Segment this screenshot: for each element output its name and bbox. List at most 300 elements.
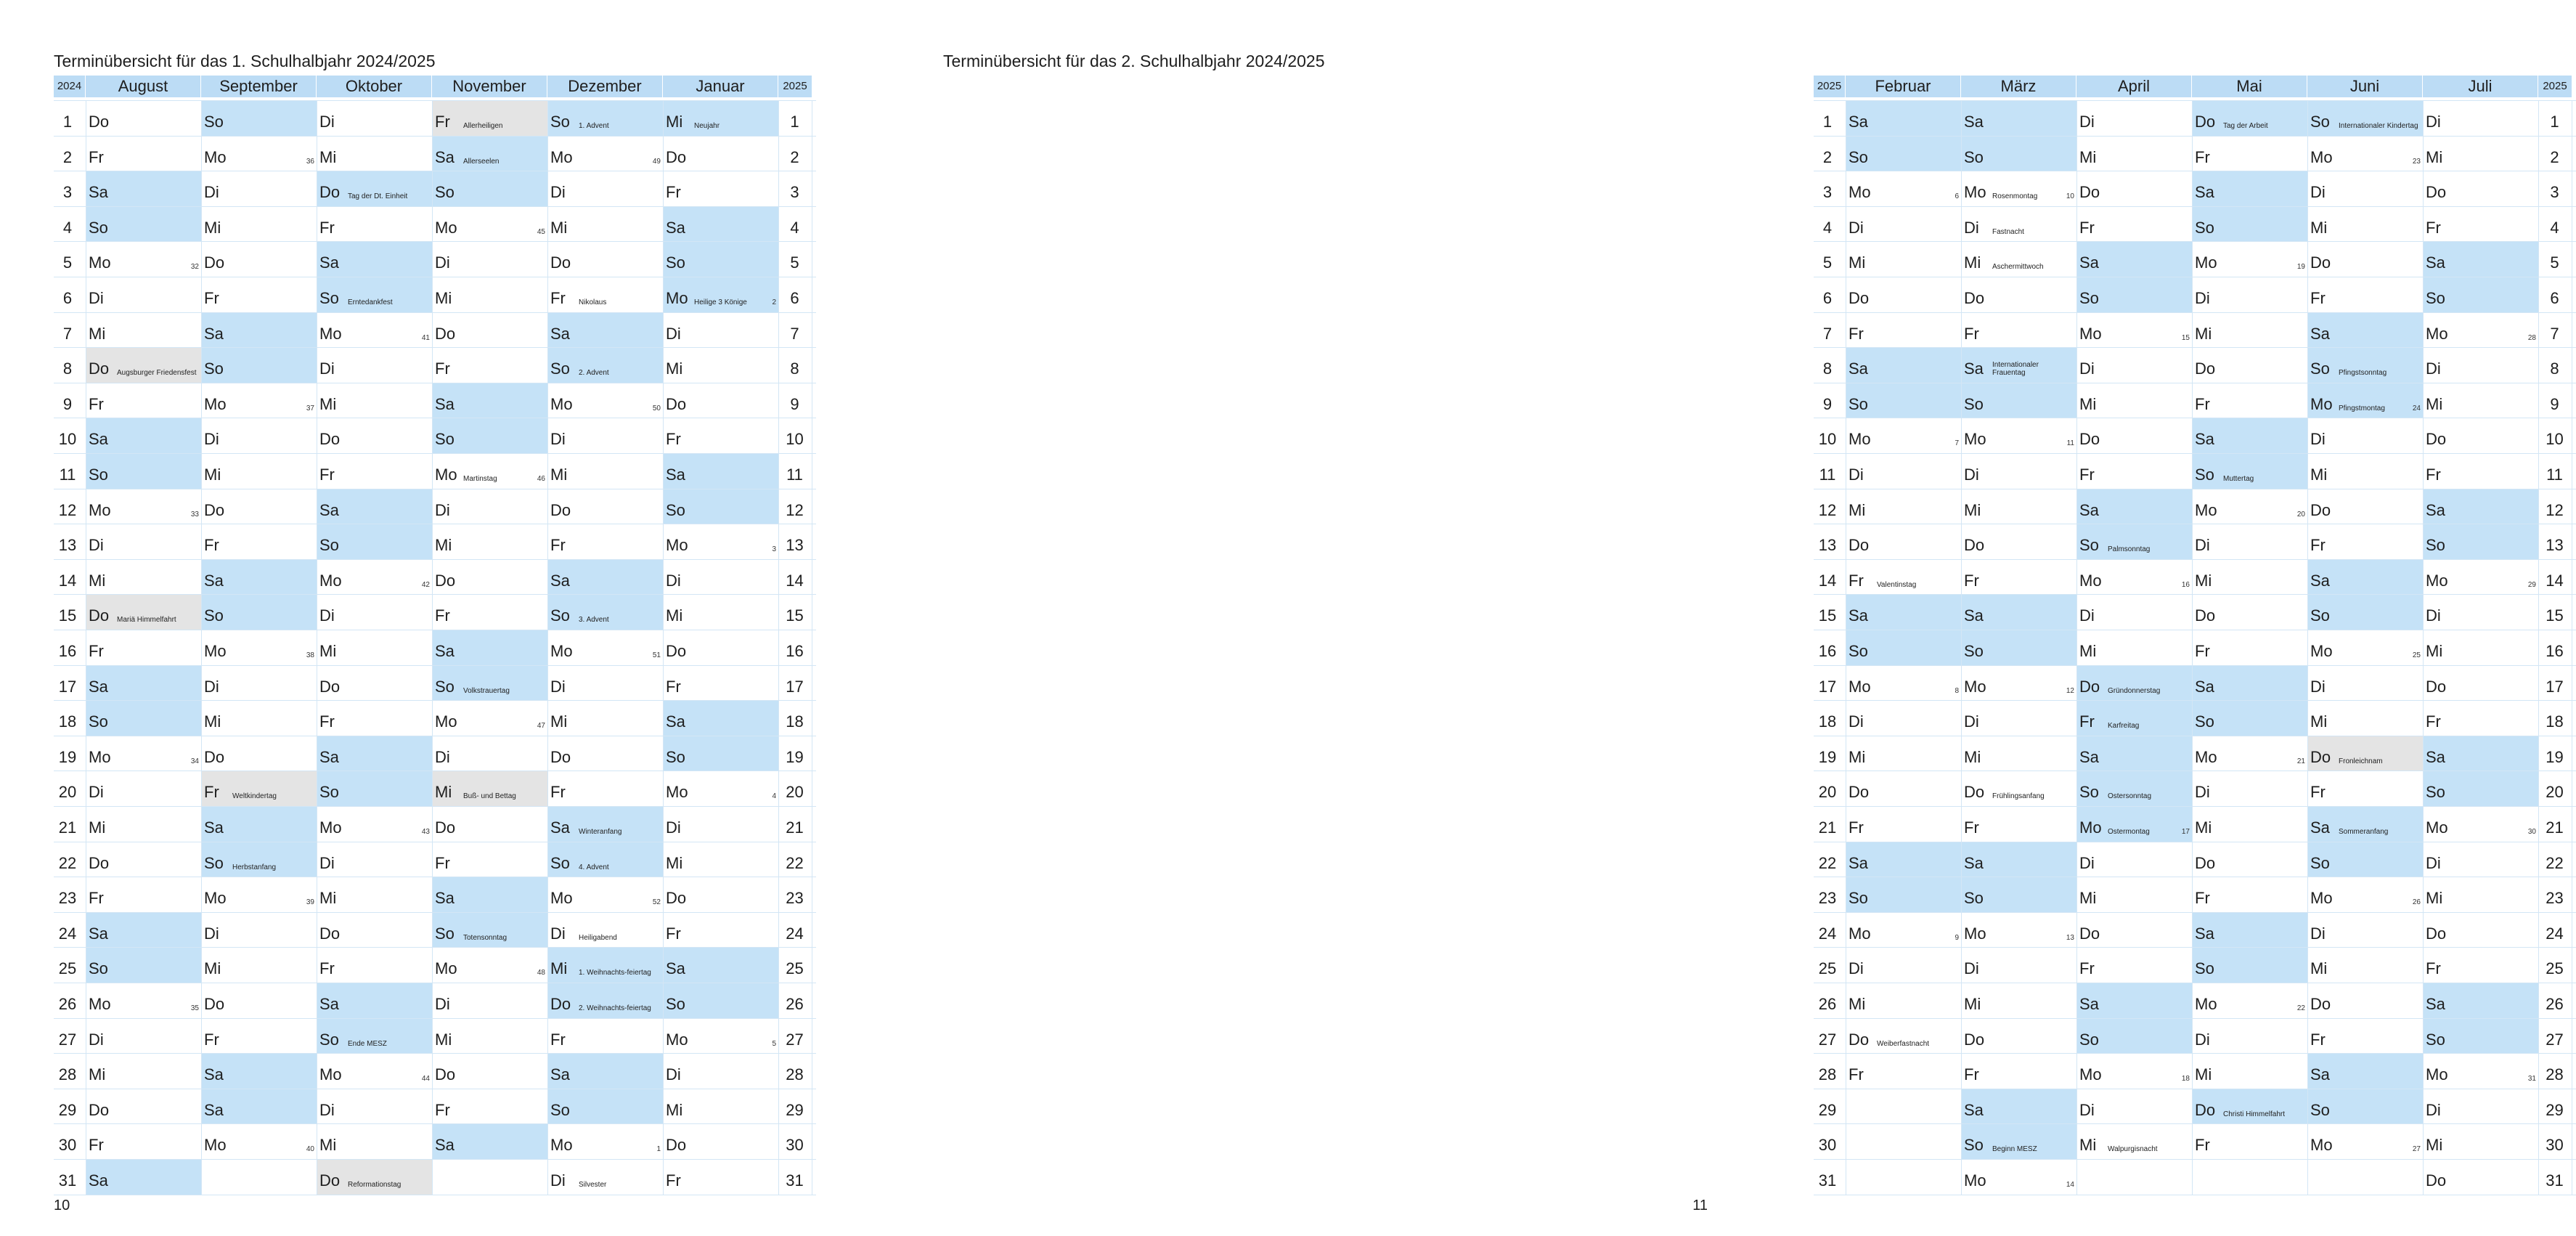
day-cell[interactable] <box>2076 1124 2192 1159</box>
day-cell[interactable] <box>317 736 432 771</box>
day-cell[interactable] <box>2192 701 2307 736</box>
day-cell[interactable] <box>86 913 201 948</box>
day-cell[interactable] <box>1961 101 2076 136</box>
day-cell[interactable] <box>201 313 317 348</box>
day-cell[interactable] <box>86 595 201 630</box>
day-cell[interactable] <box>2076 454 2192 489</box>
day-cell[interactable] <box>2192 1019 2307 1054</box>
day-cell[interactable] <box>432 595 547 630</box>
day-cell[interactable] <box>201 242 317 277</box>
day-cell[interactable] <box>2307 489 2423 524</box>
day-cell[interactable] <box>86 418 201 453</box>
day-cell[interactable] <box>663 348 778 383</box>
day-cell[interactable] <box>2192 666 2307 701</box>
day-cell[interactable] <box>1961 418 2076 453</box>
day-cell[interactable] <box>2192 842 2307 877</box>
day-cell[interactable] <box>1961 207 2076 242</box>
day-cell[interactable] <box>2192 736 2307 771</box>
day-cell[interactable] <box>663 630 778 665</box>
day-cell[interactable] <box>2423 771 2538 806</box>
day-cell[interactable] <box>317 207 432 242</box>
day-cell[interactable] <box>201 1054 317 1089</box>
day-cell[interactable] <box>1961 1160 2076 1195</box>
day-cell[interactable] <box>201 524 317 559</box>
day-cell[interactable] <box>201 1160 317 1195</box>
day-cell[interactable] <box>547 807 663 842</box>
day-cell[interactable] <box>2423 913 2538 948</box>
day-cell[interactable] <box>547 1019 663 1054</box>
day-cell[interactable] <box>2423 948 2538 983</box>
day-cell[interactable] <box>2423 207 2538 242</box>
day-cell[interactable] <box>86 1089 201 1124</box>
day-cell[interactable] <box>663 454 778 489</box>
day-cell[interactable] <box>663 736 778 771</box>
day-cell[interactable] <box>201 807 317 842</box>
day-cell[interactable] <box>2307 101 2423 136</box>
day-cell[interactable] <box>1846 877 1961 912</box>
day-cell[interactable] <box>2192 560 2307 595</box>
day-cell[interactable] <box>547 171 663 206</box>
day-cell[interactable] <box>663 277 778 312</box>
day-cell[interactable] <box>86 242 201 277</box>
day-cell[interactable] <box>663 1019 778 1054</box>
day-cell[interactable] <box>317 1019 432 1054</box>
day-cell[interactable] <box>201 595 317 630</box>
day-cell[interactable] <box>1961 1019 2076 1054</box>
day-cell[interactable] <box>432 313 547 348</box>
day-cell[interactable] <box>2423 313 2538 348</box>
day-cell[interactable] <box>663 489 778 524</box>
day-cell[interactable] <box>2076 595 2192 630</box>
day-cell[interactable] <box>663 842 778 877</box>
day-cell[interactable] <box>201 842 317 877</box>
day-cell[interactable] <box>317 137 432 171</box>
day-cell[interactable] <box>2307 701 2423 736</box>
day-cell[interactable] <box>663 913 778 948</box>
day-cell[interactable] <box>2423 630 2538 665</box>
day-cell[interactable] <box>2192 1089 2307 1124</box>
day-cell[interactable] <box>663 983 778 1018</box>
day-cell[interactable] <box>2192 171 2307 206</box>
day-cell[interactable] <box>547 666 663 701</box>
day-cell[interactable] <box>2192 348 2307 383</box>
day-cell[interactable] <box>2192 101 2307 136</box>
day-cell[interactable] <box>547 1089 663 1124</box>
day-cell[interactable] <box>547 1124 663 1159</box>
day-cell[interactable] <box>201 1019 317 1054</box>
day-cell[interactable] <box>317 630 432 665</box>
day-cell[interactable] <box>547 489 663 524</box>
day-cell[interactable] <box>547 348 663 383</box>
day-cell[interactable] <box>1846 242 1961 277</box>
day-cell[interactable] <box>432 348 547 383</box>
day-cell[interactable] <box>1846 595 1961 630</box>
day-cell[interactable] <box>2307 454 2423 489</box>
day-cell[interactable] <box>2423 1160 2538 1195</box>
day-cell[interactable] <box>2307 171 2423 206</box>
day-cell[interactable] <box>86 877 201 912</box>
day-cell[interactable] <box>2076 771 2192 806</box>
day-cell[interactable] <box>547 877 663 912</box>
day-cell[interactable] <box>86 137 201 171</box>
day-cell[interactable] <box>2192 948 2307 983</box>
day-cell[interactable] <box>1961 595 2076 630</box>
day-cell[interactable] <box>201 666 317 701</box>
day-cell[interactable] <box>663 1124 778 1159</box>
day-cell[interactable] <box>2423 1054 2538 1089</box>
day-cell[interactable] <box>547 242 663 277</box>
day-cell[interactable] <box>1846 348 1961 383</box>
day-cell[interactable] <box>2076 1019 2192 1054</box>
day-cell[interactable] <box>2307 1124 2423 1159</box>
day-cell[interactable] <box>201 913 317 948</box>
day-cell[interactable] <box>432 277 547 312</box>
day-cell[interactable] <box>317 418 432 453</box>
day-cell[interactable] <box>2192 595 2307 630</box>
day-cell[interactable] <box>86 277 201 312</box>
day-cell[interactable] <box>317 983 432 1018</box>
day-cell[interactable] <box>2307 418 2423 453</box>
day-cell[interactable] <box>2423 595 2538 630</box>
day-cell[interactable] <box>1846 913 1961 948</box>
day-cell[interactable] <box>2076 877 2192 912</box>
day-cell[interactable] <box>2423 383 2538 418</box>
day-cell[interactable] <box>2076 277 2192 312</box>
day-cell[interactable] <box>2307 630 2423 665</box>
day-cell[interactable] <box>86 630 201 665</box>
day-cell[interactable] <box>547 630 663 665</box>
day-cell[interactable] <box>2423 666 2538 701</box>
day-cell[interactable] <box>317 595 432 630</box>
day-cell[interactable] <box>201 489 317 524</box>
day-cell[interactable] <box>2192 313 2307 348</box>
day-cell[interactable] <box>201 630 317 665</box>
day-cell[interactable] <box>201 983 317 1018</box>
day-cell[interactable] <box>1846 948 1961 983</box>
day-cell[interactable] <box>2076 842 2192 877</box>
day-cell[interactable] <box>547 1160 663 1195</box>
day-cell[interactable] <box>317 807 432 842</box>
day-cell[interactable] <box>2307 277 2423 312</box>
day-cell[interactable] <box>547 842 663 877</box>
day-cell[interactable] <box>201 101 317 136</box>
day-cell[interactable] <box>1961 171 2076 206</box>
day-cell[interactable] <box>432 1054 547 1089</box>
day-cell[interactable] <box>2076 948 2192 983</box>
day-cell[interactable] <box>2307 666 2423 701</box>
day-cell[interactable] <box>2307 560 2423 595</box>
day-cell[interactable] <box>317 701 432 736</box>
day-cell[interactable] <box>2192 137 2307 171</box>
day-cell[interactable] <box>2076 418 2192 453</box>
day-cell[interactable] <box>1846 1019 1961 1054</box>
day-cell[interactable] <box>2076 207 2192 242</box>
day-cell[interactable] <box>86 454 201 489</box>
day-cell[interactable] <box>201 348 317 383</box>
day-cell[interactable] <box>1961 948 2076 983</box>
day-cell[interactable] <box>2192 630 2307 665</box>
day-cell[interactable] <box>2423 983 2538 1018</box>
day-cell[interactable] <box>2307 842 2423 877</box>
day-cell[interactable] <box>1846 1160 1961 1195</box>
day-cell[interactable] <box>86 313 201 348</box>
day-cell[interactable] <box>663 1054 778 1089</box>
day-cell[interactable] <box>432 736 547 771</box>
day-cell[interactable] <box>2192 454 2307 489</box>
day-cell[interactable] <box>663 877 778 912</box>
day-cell[interactable] <box>432 524 547 559</box>
day-cell[interactable] <box>432 701 547 736</box>
day-cell[interactable] <box>2423 171 2538 206</box>
day-cell[interactable] <box>1961 736 2076 771</box>
day-cell[interactable] <box>1961 489 2076 524</box>
day-cell[interactable] <box>2423 524 2538 559</box>
day-cell[interactable] <box>201 383 317 418</box>
day-cell[interactable] <box>2076 313 2192 348</box>
day-cell[interactable] <box>547 277 663 312</box>
day-cell[interactable] <box>2307 348 2423 383</box>
day-cell[interactable] <box>1961 807 2076 842</box>
day-cell[interactable] <box>2307 1089 2423 1124</box>
day-cell[interactable] <box>2423 1124 2538 1159</box>
day-cell[interactable] <box>317 101 432 136</box>
day-cell[interactable] <box>432 383 547 418</box>
day-cell[interactable] <box>317 666 432 701</box>
day-cell[interactable] <box>2192 1054 2307 1089</box>
day-cell[interactable] <box>547 137 663 171</box>
day-cell[interactable] <box>2192 807 2307 842</box>
day-cell[interactable] <box>2423 877 2538 912</box>
day-cell[interactable] <box>2192 1160 2307 1195</box>
day-cell[interactable] <box>547 418 663 453</box>
day-cell[interactable] <box>2423 348 2538 383</box>
day-cell[interactable] <box>432 807 547 842</box>
day-cell[interactable] <box>201 1124 317 1159</box>
day-cell[interactable] <box>1846 1124 1961 1159</box>
day-cell[interactable] <box>86 771 201 806</box>
day-cell[interactable] <box>1961 242 2076 277</box>
day-cell[interactable] <box>1846 736 1961 771</box>
day-cell[interactable] <box>2307 524 2423 559</box>
day-cell[interactable] <box>2076 242 2192 277</box>
day-cell[interactable] <box>432 666 547 701</box>
day-cell[interactable] <box>2192 277 2307 312</box>
day-cell[interactable] <box>1846 137 1961 171</box>
day-cell[interactable] <box>432 454 547 489</box>
day-cell[interactable] <box>86 842 201 877</box>
day-cell[interactable] <box>1846 524 1961 559</box>
day-cell[interactable] <box>86 560 201 595</box>
day-cell[interactable] <box>2423 242 2538 277</box>
day-cell[interactable] <box>2423 489 2538 524</box>
day-cell[interactable] <box>2192 207 2307 242</box>
day-cell[interactable] <box>1961 454 2076 489</box>
day-cell[interactable] <box>2076 171 2192 206</box>
day-cell[interactable] <box>1846 630 1961 665</box>
day-cell[interactable] <box>1961 313 2076 348</box>
day-cell[interactable] <box>2307 242 2423 277</box>
day-cell[interactable] <box>1961 277 2076 312</box>
day-cell[interactable] <box>1961 524 2076 559</box>
day-cell[interactable] <box>663 242 778 277</box>
day-cell[interactable] <box>1961 701 2076 736</box>
day-cell[interactable] <box>2423 807 2538 842</box>
day-cell[interactable] <box>2192 383 2307 418</box>
day-cell[interactable] <box>86 736 201 771</box>
day-cell[interactable] <box>2307 313 2423 348</box>
day-cell[interactable] <box>432 877 547 912</box>
day-cell[interactable] <box>2423 560 2538 595</box>
day-cell[interactable] <box>432 1019 547 1054</box>
day-cell[interactable] <box>201 1089 317 1124</box>
day-cell[interactable] <box>2307 948 2423 983</box>
day-cell[interactable] <box>1846 489 1961 524</box>
day-cell[interactable] <box>317 277 432 312</box>
day-cell[interactable] <box>201 207 317 242</box>
day-cell[interactable] <box>201 701 317 736</box>
day-cell[interactable] <box>2076 1089 2192 1124</box>
day-cell[interactable] <box>547 524 663 559</box>
day-cell[interactable] <box>201 277 317 312</box>
day-cell[interactable] <box>1961 842 2076 877</box>
day-cell[interactable] <box>2307 207 2423 242</box>
day-cell[interactable] <box>317 454 432 489</box>
day-cell[interactable] <box>2192 983 2307 1018</box>
day-cell[interactable] <box>86 348 201 383</box>
day-cell[interactable] <box>317 348 432 383</box>
day-cell[interactable] <box>547 101 663 136</box>
day-cell[interactable] <box>1846 807 1961 842</box>
day-cell[interactable] <box>1961 137 2076 171</box>
day-cell[interactable] <box>547 560 663 595</box>
day-cell[interactable] <box>2076 101 2192 136</box>
day-cell[interactable] <box>201 137 317 171</box>
day-cell[interactable] <box>317 242 432 277</box>
day-cell[interactable] <box>663 418 778 453</box>
day-cell[interactable] <box>2192 771 2307 806</box>
day-cell[interactable] <box>317 877 432 912</box>
day-cell[interactable] <box>2076 137 2192 171</box>
day-cell[interactable] <box>547 771 663 806</box>
day-cell[interactable] <box>86 807 201 842</box>
day-cell[interactable] <box>663 807 778 842</box>
day-cell[interactable] <box>1961 1124 2076 1159</box>
day-cell[interactable] <box>2076 913 2192 948</box>
day-cell[interactable] <box>2307 1054 2423 1089</box>
day-cell[interactable] <box>2423 736 2538 771</box>
day-cell[interactable] <box>86 1019 201 1054</box>
day-cell[interactable] <box>2076 1160 2192 1195</box>
day-cell[interactable] <box>1846 101 1961 136</box>
day-cell[interactable] <box>317 560 432 595</box>
day-cell[interactable] <box>86 666 201 701</box>
day-cell[interactable] <box>2192 913 2307 948</box>
day-cell[interactable] <box>86 383 201 418</box>
day-cell[interactable] <box>432 630 547 665</box>
day-cell[interactable] <box>1846 983 1961 1018</box>
day-cell[interactable] <box>86 171 201 206</box>
day-cell[interactable] <box>2192 242 2307 277</box>
day-cell[interactable] <box>547 948 663 983</box>
day-cell[interactable] <box>317 313 432 348</box>
day-cell[interactable] <box>2307 807 2423 842</box>
day-cell[interactable] <box>86 983 201 1018</box>
day-cell[interactable] <box>1961 877 2076 912</box>
day-cell[interactable] <box>317 1160 432 1195</box>
day-cell[interactable] <box>663 137 778 171</box>
day-cell[interactable] <box>432 207 547 242</box>
day-cell[interactable] <box>1846 771 1961 806</box>
day-cell[interactable] <box>2192 418 2307 453</box>
day-cell[interactable] <box>86 1124 201 1159</box>
day-cell[interactable] <box>663 560 778 595</box>
day-cell[interactable] <box>663 313 778 348</box>
day-cell[interactable] <box>2076 736 2192 771</box>
day-cell[interactable] <box>663 771 778 806</box>
day-cell[interactable] <box>547 313 663 348</box>
day-cell[interactable] <box>547 595 663 630</box>
day-cell[interactable] <box>201 560 317 595</box>
day-cell[interactable] <box>86 948 201 983</box>
day-cell[interactable] <box>86 489 201 524</box>
day-cell[interactable] <box>1961 983 2076 1018</box>
day-cell[interactable] <box>2307 913 2423 948</box>
day-cell[interactable] <box>547 736 663 771</box>
day-cell[interactable] <box>2423 454 2538 489</box>
day-cell[interactable] <box>317 1054 432 1089</box>
day-cell[interactable] <box>317 171 432 206</box>
day-cell[interactable] <box>86 1160 201 1195</box>
day-cell[interactable] <box>663 383 778 418</box>
day-cell[interactable] <box>432 489 547 524</box>
day-cell[interactable] <box>547 913 663 948</box>
day-cell[interactable] <box>547 454 663 489</box>
day-cell[interactable] <box>317 913 432 948</box>
day-cell[interactable] <box>2076 666 2192 701</box>
day-cell[interactable] <box>1961 913 2076 948</box>
day-cell[interactable] <box>2076 348 2192 383</box>
day-cell[interactable] <box>1961 560 2076 595</box>
day-cell[interactable] <box>1961 666 2076 701</box>
day-cell[interactable] <box>432 842 547 877</box>
day-cell[interactable] <box>1846 207 1961 242</box>
day-cell[interactable] <box>432 101 547 136</box>
day-cell[interactable] <box>86 101 201 136</box>
day-cell[interactable] <box>1961 348 2076 383</box>
day-cell[interactable] <box>663 1089 778 1124</box>
day-cell[interactable] <box>201 948 317 983</box>
day-cell[interactable] <box>432 913 547 948</box>
day-cell[interactable] <box>2307 1160 2423 1195</box>
day-cell[interactable] <box>547 383 663 418</box>
day-cell[interactable] <box>201 418 317 453</box>
day-cell[interactable] <box>2423 1089 2538 1124</box>
day-cell[interactable] <box>2423 277 2538 312</box>
day-cell[interactable] <box>1846 666 1961 701</box>
day-cell[interactable] <box>2076 630 2192 665</box>
day-cell[interactable] <box>201 736 317 771</box>
day-cell[interactable] <box>2307 771 2423 806</box>
day-cell[interactable] <box>2307 137 2423 171</box>
day-cell[interactable] <box>2192 1124 2307 1159</box>
day-cell[interactable] <box>432 771 547 806</box>
day-cell[interactable] <box>201 171 317 206</box>
day-cell[interactable] <box>1961 1089 2076 1124</box>
day-cell[interactable] <box>1846 1089 1961 1124</box>
day-cell[interactable] <box>201 771 317 806</box>
day-cell[interactable] <box>317 1124 432 1159</box>
day-cell[interactable] <box>1846 418 1961 453</box>
